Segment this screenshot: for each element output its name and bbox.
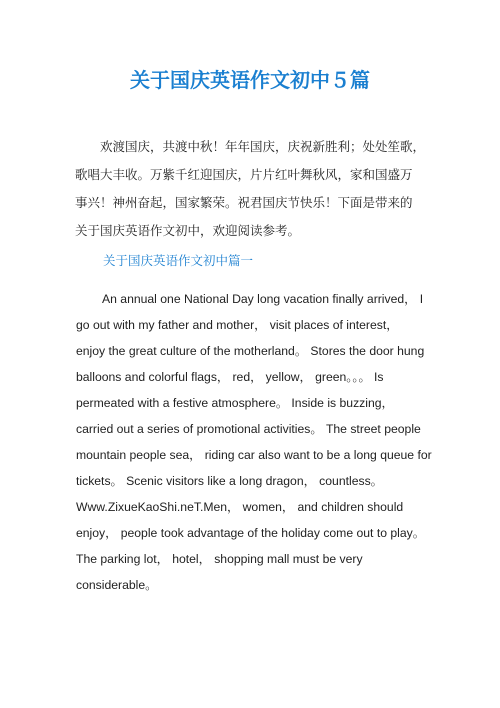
body-line: An annual one National Day long vacation finally arrived， I xyxy=(102,292,424,306)
intro-paragraph xyxy=(75,133,426,245)
body-line: considerable。 xyxy=(76,578,158,592)
intro-line: 歌唱大丰收。万紫千红迎国庆，片片红叶舞秋风，家和国盛万 xyxy=(75,167,413,182)
intro-line: 关于国庆英语作文初中，欢迎阅读参考。 xyxy=(75,223,301,238)
intro-line: 欢渡国庆，共渡中秋！年年国庆，庆祝新胜利；处处笙歌， xyxy=(75,139,426,154)
body-line: enjoy the great culture of the motherland。 Stores the door hung xyxy=(76,344,425,358)
body-line: balloons and colorful flags， red， yellow， green。。。 Is xyxy=(76,370,384,384)
page-title: 关于国庆英语作文初中５篇 xyxy=(130,68,370,92)
body-line: permeated with a festive atmosphere。 Inside is buzzing， xyxy=(76,396,394,410)
body-line: tickets。 Scenic visitors like a long dragon， countless。 xyxy=(76,474,383,488)
body-line: The parking lot， hotel， shopping mall must be very xyxy=(76,552,363,566)
essay-body xyxy=(76,286,432,598)
intro-line: 事兴！神州奋起，国家繁荣。祝君国庆节快乐！下面是带来的 xyxy=(75,195,413,210)
section-heading: 关于国庆英语作文初中篇一 xyxy=(103,253,254,268)
body-line: Www.ZixueKaoShi.neT.Men， women， and children should xyxy=(76,500,404,514)
body-line: enjoy， people took advantage of the holiday come out to play。 xyxy=(76,526,425,540)
body-line: carried out a series of promotional activities。 The street people xyxy=(76,422,421,436)
body-line: go out with my father and mother， visit places of interest， xyxy=(76,318,399,332)
body-line: mountain people sea， riding car also want to be a long queue for xyxy=(76,448,432,462)
